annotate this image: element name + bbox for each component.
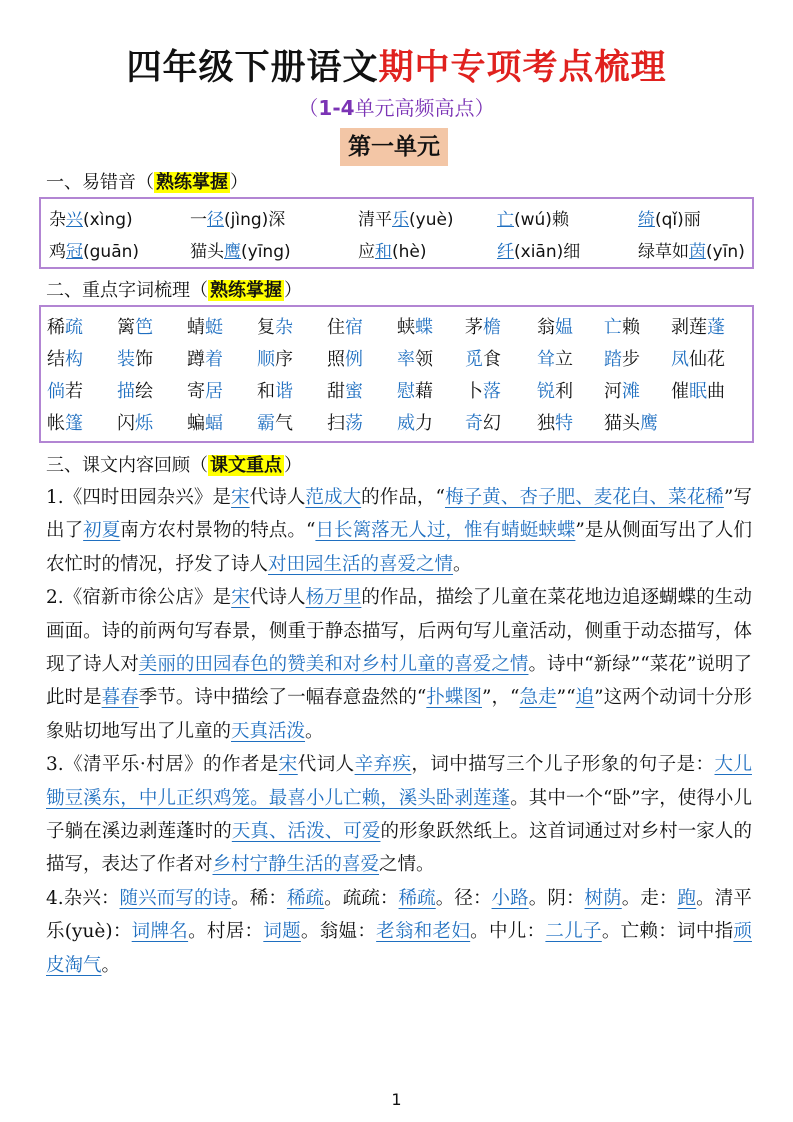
word-suffix: 食 [483, 349, 501, 370]
word-prefix: 帐 [47, 413, 65, 434]
plain-text: 2.《宿新市徐公店》是 [46, 587, 232, 609]
word-item [47, 313, 83, 339]
section-2-close: ） [284, 280, 302, 301]
word-item [465, 409, 501, 435]
word-item [47, 409, 83, 435]
word-suffix: 领 [415, 349, 433, 370]
subtitle-close: ） [474, 96, 495, 120]
word-suffix: 步 [622, 349, 640, 370]
section-1-label: 一、易错音（ [46, 172, 154, 193]
word-item [47, 345, 83, 371]
word-key-char: 耸 [537, 349, 555, 370]
pinyin-key-char: 亡 [497, 210, 514, 230]
word-prefix: 独 [537, 413, 555, 434]
plain-text: ”“ [556, 687, 576, 709]
word-key-char: 装 [117, 349, 135, 370]
word-item [671, 313, 725, 339]
word-suffix: 立 [555, 349, 573, 370]
answer-text: 宋 [278, 754, 298, 776]
plain-text: ，词中描写三个儿子形象的句子是： [411, 754, 715, 776]
pinyin-item [190, 237, 291, 262]
review-paragraph [46, 581, 752, 748]
pinyin-suffix: (yuè) [409, 210, 454, 230]
word-prefix: 蜻 [187, 317, 205, 338]
plain-text: 。稀： [231, 887, 287, 909]
answer-text: 宋 [231, 587, 250, 609]
review-paragraph [46, 882, 752, 982]
word-box [39, 305, 754, 443]
plain-text: 。走： [621, 887, 678, 909]
word-suffix: 饰 [135, 349, 153, 370]
answer-text: 老翁和老妇 [376, 921, 471, 943]
answer-text: 小路 [491, 887, 529, 909]
title-black: 四年级下册语文 [126, 47, 379, 88]
word-item [465, 345, 501, 371]
plain-text: 。 [101, 954, 121, 976]
plain-text: 之情。 [379, 854, 435, 876]
plain-text: ”这两个动词十分形象贴切地写出了儿童的 [46, 687, 752, 742]
answer-text: 宋 [231, 487, 250, 508]
answer-text: 顽皮淘气 [46, 921, 752, 976]
word-item [537, 377, 573, 403]
word-prefix: 稀 [47, 317, 65, 338]
word-suffix: 气 [275, 413, 293, 434]
pinyin-item [358, 205, 454, 230]
word-item [327, 409, 363, 435]
section-3-close: ） [284, 455, 302, 476]
section-2-heading [46, 276, 302, 306]
word-suffix: 若 [65, 381, 83, 402]
pinyin-key-char: 绮 [638, 210, 655, 230]
answer-text: 跑 [677, 887, 697, 909]
word-key-char: 倘 [47, 381, 65, 402]
word-item [257, 409, 293, 435]
answer-text: 杨万里 [305, 587, 362, 609]
answer-text: 词牌名 [131, 921, 189, 943]
word-item [537, 313, 573, 339]
word-item [187, 345, 223, 371]
word-item [397, 409, 433, 435]
word-key-char: 蝠 [205, 413, 223, 434]
subtitle-text: 单元高频高点 [354, 96, 475, 120]
word-item [604, 409, 658, 435]
plain-text: 1.《四时田园杂兴》是 [46, 487, 232, 508]
word-item [187, 409, 223, 435]
plain-text: 。 [305, 720, 324, 742]
answer-text: 天真活泼 [231, 720, 306, 742]
pinyin-suffix: (hè) [392, 242, 427, 262]
word-prefix: 蛱 [397, 317, 415, 338]
plain-text: 。其中一个“卧”字，使得小儿子躺在溪边剥莲蓬时的 [46, 787, 752, 843]
section-1-highlight: 熟练掌握 [156, 172, 228, 193]
section-2-highlight: 熟练掌握 [210, 280, 282, 301]
word-key-char: 篷 [65, 413, 83, 434]
answer-text: 二儿子 [545, 921, 602, 943]
pinyin-key-char: 径 [207, 210, 224, 230]
word-item [117, 313, 153, 339]
word-prefix: 和 [257, 381, 275, 402]
word-key-char: 媪 [555, 317, 573, 338]
word-prefix: 结 [47, 349, 65, 370]
word-prefix: 茅 [465, 317, 483, 338]
section-1-close: ） [230, 172, 248, 193]
pinyin-prefix: 鸡 [49, 242, 66, 262]
section-3-highlight: 课文重点 [210, 455, 282, 476]
pinyin-suffix: (yīng) [241, 242, 291, 262]
word-key-char: 构 [65, 349, 83, 370]
pinyin-item [638, 237, 745, 262]
word-item [604, 377, 640, 403]
word-item [397, 377, 433, 403]
answer-text: 对田园生活的喜爱之情 [268, 553, 454, 575]
answer-text: 乡村宁静生活的喜爱 [212, 854, 380, 876]
plain-text: 3.《清平乐·村居》的作者是 [46, 754, 279, 776]
answer-text: 树荫 [584, 887, 622, 909]
word-prefix: 催 [671, 381, 689, 402]
answer-text: 日长篱落无人过，惟有蜻蜓蛱蝶 [315, 520, 576, 542]
answer-text: 词题 [263, 921, 301, 943]
pinyin-item [358, 237, 427, 262]
word-key-char: 鹰 [640, 413, 658, 434]
word-prefix: 复 [257, 317, 275, 338]
plain-text: ”是从侧面写出了人们农忙时的情况，抒发了诗人 [46, 520, 752, 575]
plain-text: 。亡赖：词中指 [601, 921, 734, 943]
answer-text: 范成大 [305, 487, 362, 508]
plain-text: 。阴： [528, 887, 585, 909]
word-key-char: 顺 [257, 349, 275, 370]
plain-text: 。翁媪： [300, 921, 377, 943]
word-key-char: 蜜 [345, 381, 363, 402]
plain-text: 的作品，“ [361, 487, 445, 508]
word-key-char: 疏 [65, 317, 83, 338]
word-key-char: 亡 [604, 317, 622, 338]
answer-text: 急走 [519, 687, 557, 709]
pinyin-key-char: 乐 [392, 210, 409, 230]
word-item [257, 377, 293, 403]
pinyin-key-char: 冠 [66, 242, 83, 262]
word-item [604, 345, 640, 371]
plain-text: 。村居： [188, 921, 264, 943]
word-key-char: 杂 [275, 317, 293, 338]
plain-text: 的形象跃然纸上。这首词通过对乡村一家人的描写，表达了作者对 [46, 821, 752, 876]
word-item [117, 345, 153, 371]
answer-text: 暮春 [101, 687, 139, 709]
pinyin-suffix: (guān) [83, 242, 140, 262]
word-suffix: 曲 [707, 381, 725, 402]
pinyin-item [497, 205, 569, 230]
answer-text: 随兴而写的诗 [119, 887, 232, 909]
word-item [397, 313, 433, 339]
pinyin-key-char: 茵 [689, 242, 706, 262]
word-key-char: 烁 [135, 413, 153, 434]
word-key-char: 描 [117, 381, 135, 402]
plain-text: 。 [453, 553, 472, 575]
word-suffix: 仙花 [689, 349, 725, 370]
word-prefix: 翁 [537, 317, 555, 338]
word-item [187, 313, 223, 339]
answer-text: 大儿锄豆溪东，中儿正织鸡笼。最喜小儿亡赖，溪头卧剥莲蓬 [46, 754, 752, 809]
answer-text: 天真、活泼、可爱 [231, 821, 381, 843]
plain-text: 代诗人 [249, 587, 306, 609]
word-item [537, 345, 573, 371]
word-key-char: 荡 [345, 413, 363, 434]
pinyin-item [497, 237, 580, 262]
answer-text: 初夏 [83, 520, 121, 542]
word-prefix: 照 [327, 349, 345, 370]
word-prefix: 剥莲 [671, 317, 707, 338]
answer-text: 辛弃疾 [354, 754, 412, 776]
word-suffix: 幻 [483, 413, 501, 434]
pinyin-box [39, 197, 754, 269]
word-key-char: 霸 [257, 413, 275, 434]
word-suffix: 藉 [415, 381, 433, 402]
subtitle-open: （ [298, 96, 319, 120]
subtitle-num: 1-4 [318, 96, 355, 120]
page-number: 1 [391, 1090, 402, 1109]
word-item [47, 377, 83, 403]
plain-text: 南方农村景物的特点。“ [120, 520, 316, 542]
word-suffix: 利 [555, 381, 573, 402]
word-item [117, 409, 153, 435]
word-item [537, 409, 573, 435]
pinyin-prefix: 应 [358, 242, 375, 262]
word-item [604, 313, 640, 339]
word-suffix: 力 [415, 413, 433, 434]
pinyin-prefix: 绿草如 [638, 242, 689, 262]
word-key-char: 眠 [689, 381, 707, 402]
word-key-char: 威 [397, 413, 415, 434]
word-item [327, 313, 363, 339]
word-key-char: 锐 [537, 381, 555, 402]
word-key-char: 居 [205, 381, 223, 402]
pinyin-prefix: 猫头 [190, 242, 224, 262]
word-key-char: 蝶 [415, 317, 433, 338]
word-key-char: 滩 [622, 381, 640, 402]
word-prefix: 河 [604, 381, 622, 402]
word-key-char: 着 [205, 349, 223, 370]
pinyin-prefix: 清平 [358, 210, 392, 230]
plain-text: ”，“ [482, 687, 520, 709]
pinyin-item [638, 205, 701, 230]
review-paragraph [46, 748, 752, 882]
word-key-char: 慰 [397, 381, 415, 402]
title-red: 期中专项考点梳理 [378, 47, 667, 88]
word-key-char: 例 [345, 349, 363, 370]
answer-text: 梅子黄、杏子肥、麦花白、菜花稀 [444, 487, 724, 508]
word-prefix: 猫头 [604, 413, 640, 434]
pinyin-key-char: 兴 [66, 210, 83, 230]
word-key-char: 奇 [465, 413, 483, 434]
word-prefix: 蝙 [187, 413, 205, 434]
answer-text: 扑蝶图 [426, 687, 482, 709]
word-prefix: 甜 [327, 381, 345, 402]
plain-text: 4.杂兴： [46, 887, 120, 909]
pinyin-suffix: (wú)赖 [514, 210, 569, 230]
unit-badge: 第一单元 [340, 128, 448, 166]
plain-text: 。中儿： [470, 921, 546, 943]
word-item [117, 377, 153, 403]
word-item [465, 377, 501, 403]
pinyin-suffix: (qǐ)丽 [655, 210, 701, 230]
word-key-char: 落 [483, 381, 501, 402]
pinyin-key-char: 鹰 [224, 242, 241, 262]
pinyin-suffix: (xiān)细 [514, 242, 581, 262]
pinyin-item [49, 237, 139, 262]
plain-text: 。径： [435, 887, 492, 909]
section-2-label: 二、重点字词梳理（ [46, 280, 208, 301]
page-title [0, 40, 793, 90]
word-item [397, 345, 433, 371]
word-prefix: 卜 [465, 381, 483, 402]
word-item [327, 377, 363, 403]
answer-text: 追 [575, 687, 595, 709]
word-item [327, 345, 363, 371]
plain-text: 。诗中“新绿”“菜花”说明了此时是 [46, 654, 752, 709]
word-item [671, 377, 725, 403]
plain-text: 。清平乐(yuè)： [46, 887, 752, 943]
plain-text: 代诗人 [249, 487, 306, 508]
pinyin-prefix: 杂 [49, 210, 66, 230]
plain-text: 季节。诗中描绘了一幅春意盎然的“ [138, 687, 427, 709]
plain-text: ”写出了 [46, 487, 752, 542]
word-prefix: 闪 [117, 413, 135, 434]
word-suffix: 序 [275, 349, 293, 370]
word-prefix: 蹲 [187, 349, 205, 370]
pinyin-suffix: (jìng)深 [224, 210, 286, 230]
word-key-char: 谐 [275, 381, 293, 402]
word-key-char: 率 [397, 349, 415, 370]
word-suffix: 绘 [135, 381, 153, 402]
pinyin-key-char: 和 [375, 242, 392, 262]
pinyin-key-char: 纤 [497, 242, 514, 262]
answer-text: 稀疏 [286, 887, 325, 909]
word-prefix: 扫 [327, 413, 345, 434]
word-key-char: 特 [555, 413, 573, 434]
word-item [671, 345, 725, 371]
answer-text: 稀疏 [398, 887, 436, 909]
word-item [257, 345, 293, 371]
review-paragraph [46, 481, 752, 581]
word-item [465, 313, 501, 339]
subtitle [0, 92, 793, 121]
word-prefix: 寄 [187, 381, 205, 402]
section-3-heading [46, 451, 302, 481]
word-key-char: 宿 [345, 317, 363, 338]
word-key-char: 踏 [604, 349, 622, 370]
word-item [187, 377, 223, 403]
plain-text: 代词人 [297, 754, 355, 776]
word-key-char: 凤 [671, 349, 689, 370]
section-1-heading [46, 168, 248, 198]
word-key-char: 蓬 [707, 317, 725, 338]
word-key-char: 蜓 [205, 317, 223, 338]
word-prefix: 篱 [117, 317, 135, 338]
plain-text: 。疏疏： [324, 887, 399, 909]
section-3-label: 三、课文内容回顾（ [46, 455, 208, 476]
word-key-char: 檐 [483, 317, 501, 338]
answer-text: 美丽的田园春色的赞美和对乡村儿童的喜爱之情 [138, 654, 529, 676]
pinyin-prefix: 一 [190, 210, 207, 230]
word-key-char: 笆 [135, 317, 153, 338]
pinyin-suffix: (xìng) [83, 210, 133, 230]
word-prefix: 住 [327, 317, 345, 338]
word-suffix: 赖 [622, 317, 640, 338]
word-item [257, 313, 293, 339]
plain-text: 的作品，描绘了儿童在菜花地边追逐蝴蝶的生动画面。诗的前两句写春景，侧重于静态描写，后两句写儿童活动，侧重于动态描写，体现了诗人对 [46, 587, 752, 676]
pinyin-item [190, 205, 285, 230]
pinyin-suffix: (yīn) [706, 242, 745, 262]
word-key-char: 觅 [465, 349, 483, 370]
pinyin-item [49, 205, 133, 230]
review-paragraphs [46, 481, 752, 982]
